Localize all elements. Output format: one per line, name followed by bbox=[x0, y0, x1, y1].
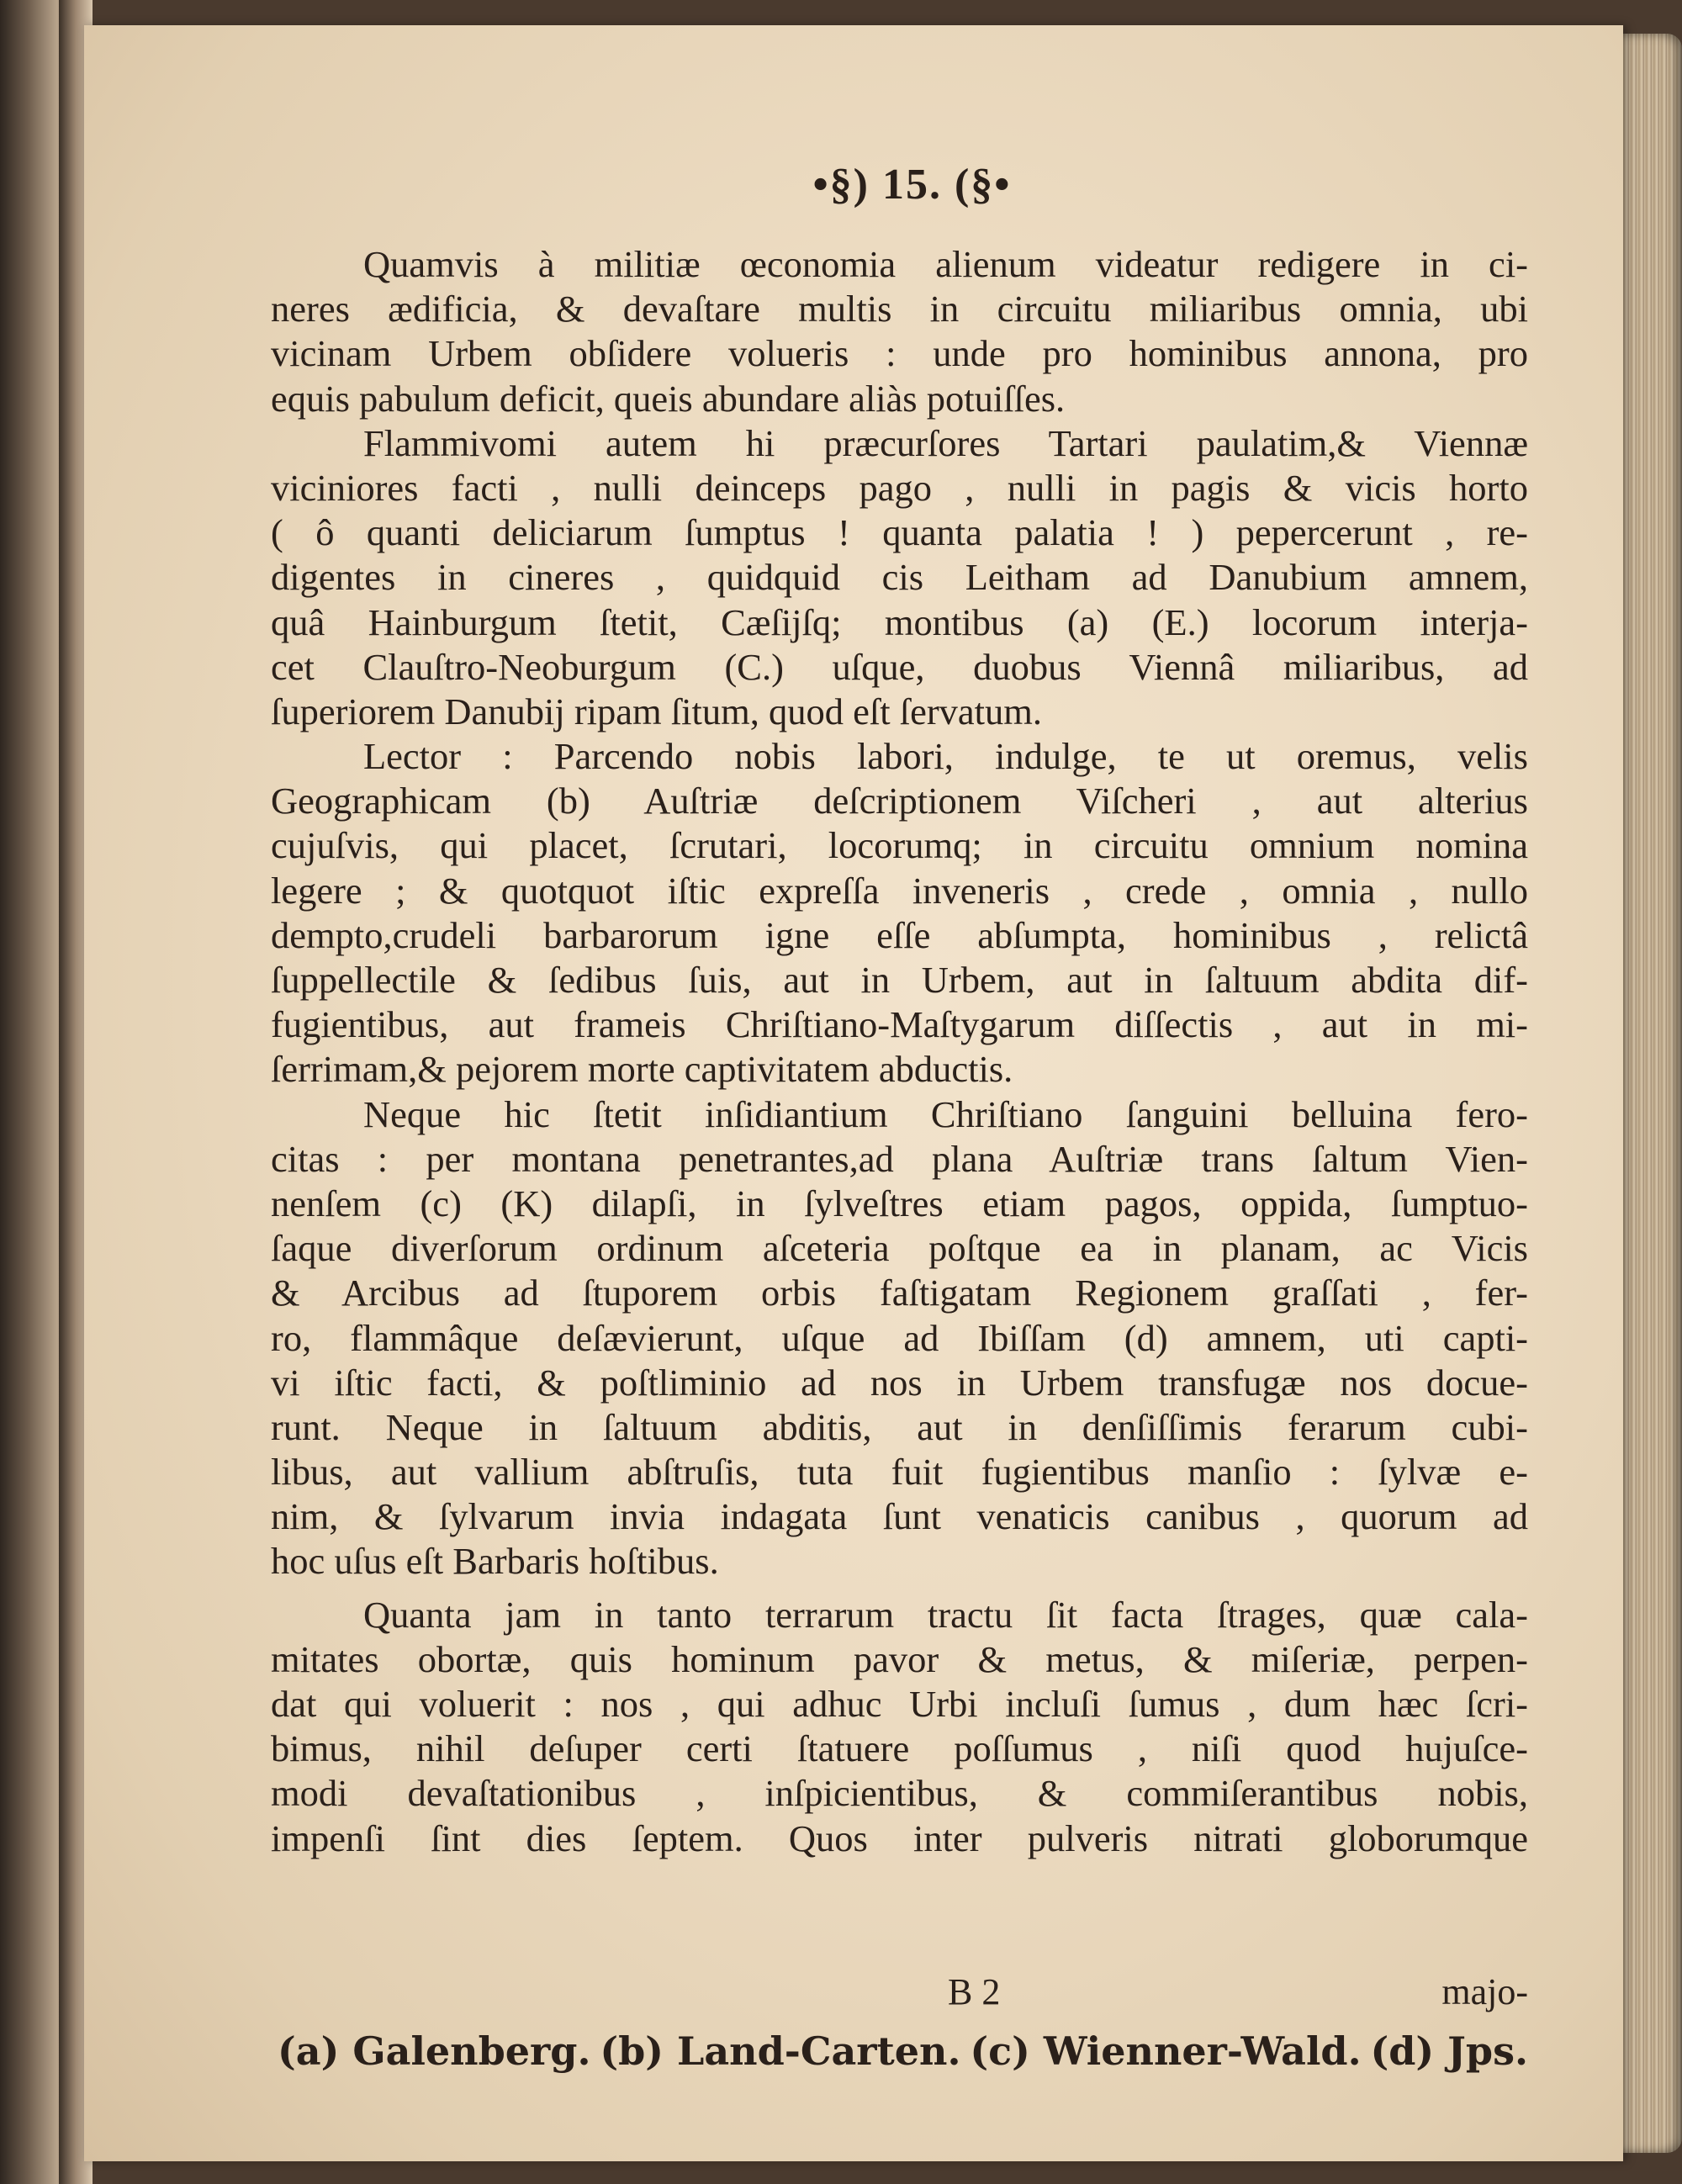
text-line: quâ Hainburgum ſtetit, Cæſijſq; montibus (a) (E.) locorum interja- bbox=[271, 600, 1528, 643]
text-line: legere ; & quotquot iſtic expreſſa inveneris , crede , omnia , nullo bbox=[271, 869, 1528, 912]
text-line: Lector : Parcendo nobis labori, indulge, te ut oremus, velis bbox=[363, 735, 1528, 778]
footnotes bbox=[271, 2028, 1528, 2074]
text-line: hoc uſus eſt Barbaris hoſtibus. bbox=[271, 1540, 719, 1583]
text-line: Flammivomi autem hi præcurſores Tartari paulatim,& Viennæ bbox=[363, 421, 1528, 464]
text-line: digentes in cineres , quidquid cis Leitham ad Danubium amnem, bbox=[271, 556, 1528, 599]
text-line: Neque hic ſtetit inſidiantium Chriſtiano ſanguini belluina fero- bbox=[363, 1092, 1528, 1135]
footnote-b: (b) Land-Carten. bbox=[600, 2028, 961, 2074]
text-line: equis pabulum deficit, queis abundare aliàs potuiſſes. bbox=[271, 377, 1066, 420]
signature-row bbox=[271, 1970, 1528, 2012]
page-header: •§) 15. (§• bbox=[812, 161, 1012, 209]
text-line: viciniores facti , nulli deinceps pago , nulli in pagis & vicis horto bbox=[271, 466, 1528, 509]
text-line: & Arcibus ad ſtuporem orbis faſtigatam Regionem graſſati , fer- bbox=[271, 1272, 1528, 1314]
text-line: dat qui voluerit : nos , qui adhuc Urbi incluſi ſumus , dum hæc ſcri- bbox=[271, 1683, 1528, 1725]
text-line: cujuſvis, qui placet, ſcrutari, locorumq; in circuitu omnium nomina bbox=[271, 824, 1528, 867]
text-line: ſuperiorem Danubij ripam ſitum, quod eſt ſervatum. bbox=[271, 690, 1042, 732]
text-line: citas : per montana penetrantes,ad plana Auſtriæ trans ſaltum Vien- bbox=[271, 1137, 1528, 1180]
footnote-c: (c) Wienner-Wald. bbox=[970, 2028, 1362, 2074]
text-line: ſuppellectile & ſedibus ſuis, aut in Urbem, aut in ſaltuum abdita dif- bbox=[271, 959, 1528, 1001]
text-line: modi devaſtationibus , inſpicientibus, & commiſerantibus nobis, bbox=[271, 1772, 1528, 1815]
text-line: nim, & ſylvarum invia indagata ſunt venaticis canibus , quorum ad bbox=[271, 1495, 1528, 1538]
previous-page-edge bbox=[0, 0, 67, 2184]
signature-mark: B 2 bbox=[948, 1971, 1001, 2012]
text-line: ſaque diverſorum ordinum aſceteria poſtque ea in planam, ac Vicis bbox=[271, 1227, 1528, 1270]
text-line: Geographicam (b) Auſtriæ deſcriptionem Viſcheri , aut alterius bbox=[271, 780, 1528, 822]
text-line: ( ô quanti deliciarum ſumptus ! quanta palatia ! ) pepercerunt , re- bbox=[271, 511, 1528, 554]
text-line: ſerrimam,& pejorem morte captivitatem abductis. bbox=[271, 1048, 1013, 1091]
text-line: libus, aut vallium abſtruſis, tuta fuit fugientibus manſio : ſylvæ e- bbox=[271, 1451, 1528, 1494]
text-line: impenſi ſint dies ſeptem. Quos inter pulveris nitrati globorumque bbox=[271, 1816, 1528, 1859]
text-line: Quamvis à militiæ œconomia alienum videatur redigere in ci- bbox=[363, 243, 1528, 285]
text-line: mitates obortæ, quis hominum pavor & metus, & miſeriæ, perpen- bbox=[271, 1637, 1528, 1680]
text-line: vi iſtic facti, & poſtliminio ad nos in Urbem transfugæ nos docue- bbox=[271, 1361, 1528, 1404]
text-line: nenſem (c) (K) dilapſi, in ſylveſtres etiam pagos, oppida, ſumptuo- bbox=[271, 1182, 1528, 1224]
text-line: dempto,crudeli barbarorum igne eſſe abſumpta, hominibus , relictâ bbox=[271, 913, 1528, 956]
catchword: majo- bbox=[1441, 1971, 1528, 2012]
text-line: ro, flammâque deſævierunt, uſque ad Ibiſſam (d) amnem, uti capti- bbox=[271, 1316, 1528, 1359]
text-line: cet Clauſtro-Neoburgum (C.) uſque, duobus Viennâ miliaribus, ad bbox=[271, 645, 1528, 688]
text-line: Quanta jam in tanto terrarum tractu ſit facta ſtrages, quæ cala- bbox=[363, 1593, 1528, 1636]
text-line: vicinam Urbem obſidere volueris : unde pro hominibus annona, pro bbox=[271, 332, 1528, 375]
body-text bbox=[271, 242, 1528, 1861]
text-line: fugientibus, aut frameis Chriſtiano-Maſtygarum diſſectis , aut in mi- bbox=[271, 1003, 1528, 1046]
text-line: bimus, nihil deſuper certi ſtatuere poſſumus , niſi quod hujuſce- bbox=[271, 1727, 1528, 1770]
text-line: neres ædificia, & devaſtare multis in circuitu miliaribus omnia, ubi bbox=[271, 288, 1528, 331]
text-line: runt. Neque in ſaltuum abditis, aut in denſiſſimis ferarum cubi- bbox=[271, 1405, 1528, 1448]
footnote-a: (a) Galenberg. bbox=[278, 2028, 591, 2074]
book-page bbox=[84, 25, 1623, 2161]
footnote-d: (d) Jps. bbox=[1370, 2028, 1528, 2074]
